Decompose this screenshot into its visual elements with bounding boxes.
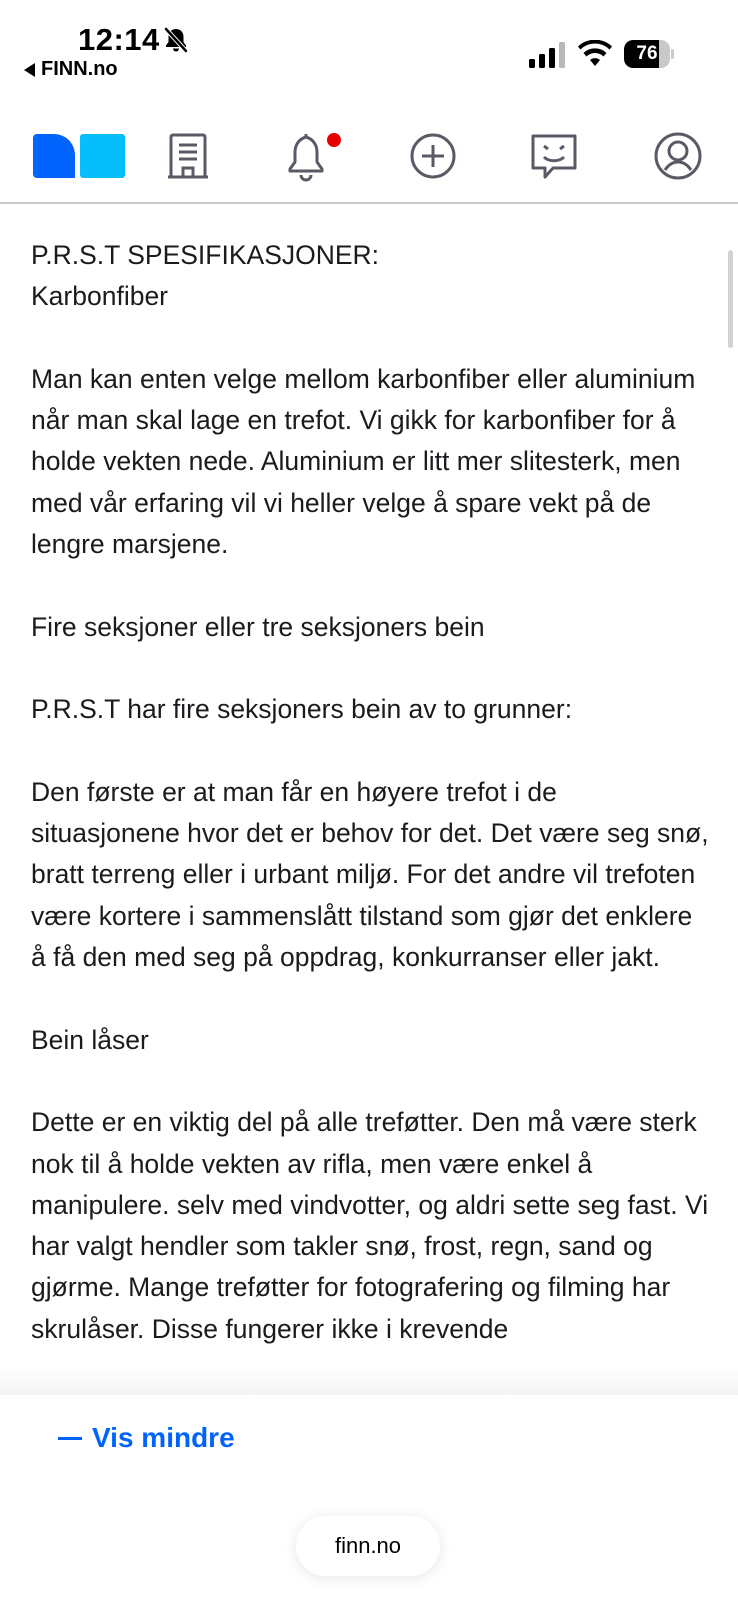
bell-icon (284, 130, 344, 182)
cellular-signal-icon (529, 42, 567, 68)
status-bar (0, 0, 738, 90)
plus-circle-icon (409, 132, 457, 180)
ad-description (31, 235, 711, 1395)
battery-nub (671, 49, 674, 59)
top-navigation (0, 118, 738, 204)
company-building-icon (166, 132, 210, 180)
description-text: P.R.S.T SPESIFIKASJONER: Karbonfiber Man kan enten velge mellom karbonfiber eller aluminium når man skal lage en trefot. Vi gikk for karbonfiber for å holde vekten nede. Aluminium er litt mer slitesterk, men med vår erfaring vil vi heller velge å spare vekt på de lengre marsjene. Fire seksjoner eller tre seksjoners bein P.R.S.T har fire seksjoners bein av to grunner: Den første er at man får en høyere trefot i de situasjonene hvor det er behov for det. Det være seg snø, bratt terreng eller i urbant miljø. For det andre vil trefoten være kortere i sammenslått tilstand som gjør det enklere å få den med seg på oppdrag, konkurranser eller jakt. Bein låser Dette er en viktig del på alle treføtter. Den må være sterk nok til å holde vekten av rifla, men være enkel å manipulere. selv med vindvotter, og aldri sette seg fast. Vi har valgt hendler som takler snø, frost, regn, sand og gjørme. Mange treføtter for fotografering og filming har skrulåser. Disse fungerer ikke i krevende (31, 240, 709, 1344)
clock: 12:14 (78, 22, 160, 57)
back-app-label: FINN.no (41, 58, 118, 80)
bell-muted-icon (162, 26, 190, 54)
back-to-app-link[interactable] (24, 58, 118, 81)
finn-logo-icon (33, 134, 125, 178)
fade-overlay (0, 1365, 738, 1395)
nav-company[interactable] (163, 128, 213, 184)
profile-avatar-icon (653, 131, 703, 181)
dash-icon (58, 1437, 82, 1440)
battery-percent: 76 (636, 43, 658, 64)
browser-url-pill[interactable] (296, 1516, 440, 1576)
notification-badge (327, 133, 341, 147)
nav-notifications[interactable] (284, 128, 344, 184)
nav-new-ad[interactable] (408, 128, 458, 184)
nav-messages[interactable] (527, 128, 581, 184)
battery-body (624, 40, 670, 68)
url-label: finn.no (334, 1533, 402, 1558)
show-less-button[interactable] (58, 1422, 235, 1454)
wifi-icon (578, 40, 612, 68)
scrollbar[interactable] (728, 250, 733, 348)
finn-logo[interactable] (32, 128, 126, 184)
show-less-label: Vis mindre (92, 1422, 235, 1453)
battery-indicator (624, 40, 674, 68)
chat-smile-icon (529, 132, 579, 180)
back-arrow-icon (24, 63, 35, 77)
nav-profile[interactable] (651, 128, 705, 184)
